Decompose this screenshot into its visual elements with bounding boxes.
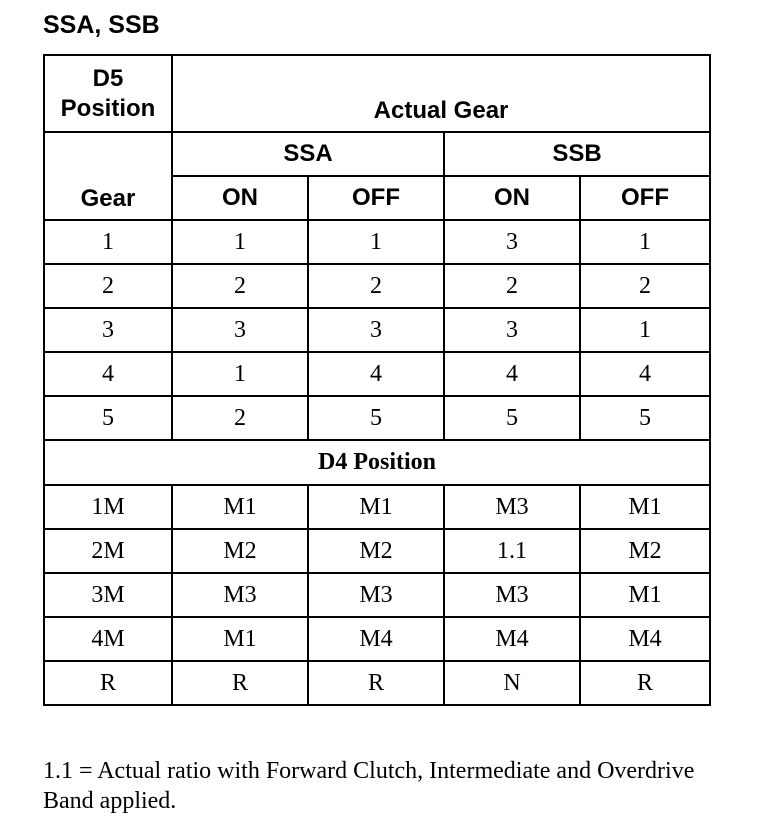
ssa-off-cell: 4: [308, 352, 444, 396]
ssb-off-cell: M2: [580, 529, 710, 573]
ssa-on-header: ON: [172, 176, 308, 220]
gear-cell: 2: [44, 264, 172, 308]
ssa-on-cell: 1: [172, 352, 308, 396]
d4-position-header: D4 Position: [44, 440, 710, 485]
footnote: 1.1 = Actual ratio with Forward Clutch, Intermediate and Overdrive Band applied.: [43, 758, 695, 814]
gear-cell: 1M: [44, 485, 172, 529]
ssb-off-cell: M4: [580, 617, 710, 661]
ssb-off-cell: 2: [580, 264, 710, 308]
gear-cell: 2M: [44, 529, 172, 573]
gear-table: [43, 54, 711, 706]
ssa-on-cell: M1: [172, 617, 308, 661]
page-title: SSA, SSB: [43, 11, 160, 39]
table-row: [44, 220, 710, 264]
d5-position-header: [44, 55, 172, 132]
ssb-on-cell: 1.1: [444, 529, 580, 573]
gear-cell: 3: [44, 308, 172, 352]
table-row: [44, 485, 710, 529]
ssb-on-header: ON: [444, 176, 580, 220]
table-row: [44, 352, 710, 396]
table-row: [44, 396, 710, 440]
ssa-off-cell: 2: [308, 264, 444, 308]
gear-cell: 4: [44, 352, 172, 396]
table-row: [44, 264, 710, 308]
gear-cell: 1: [44, 220, 172, 264]
ssa-on-cell: M2: [172, 529, 308, 573]
d5-label: D5: [92, 64, 124, 92]
ssb-off-cell: M1: [580, 485, 710, 529]
ssb-on-cell: M3: [444, 485, 580, 529]
d4-section-row: [44, 440, 710, 485]
ssb-on-cell: 2: [444, 264, 580, 308]
ssa-on-cell: 3: [172, 308, 308, 352]
ssb-off-cell: 5: [580, 396, 710, 440]
ssa-off-header: OFF: [308, 176, 444, 220]
ssa-on-cell: R: [172, 661, 308, 705]
table-row: [44, 661, 710, 705]
table-row: [44, 573, 710, 617]
ssb-on-cell: 3: [444, 220, 580, 264]
gear-cell: 3M: [44, 573, 172, 617]
ssa-off-cell: 3: [308, 308, 444, 352]
ssa-off-cell: M4: [308, 617, 444, 661]
ssa-on-cell: M3: [172, 573, 308, 617]
table-row: [44, 529, 710, 573]
position-label: Position: [60, 94, 156, 122]
ssb-off-cell: 1: [580, 220, 710, 264]
ssb-on-cell: 3: [444, 308, 580, 352]
ssa-off-cell: M3: [308, 573, 444, 617]
ssb-off-header: OFF: [580, 176, 710, 220]
ssb-on-cell: 4: [444, 352, 580, 396]
ssa-off-cell: M2: [308, 529, 444, 573]
ssa-on-cell: 2: [172, 396, 308, 440]
ssa-on-cell: M1: [172, 485, 308, 529]
header-row-1: [44, 55, 710, 132]
ssb-on-cell: N: [444, 661, 580, 705]
gear-cell: 4M: [44, 617, 172, 661]
gear-header: Gear: [44, 132, 172, 220]
ssb-on-cell: M4: [444, 617, 580, 661]
table-row: [44, 308, 710, 352]
header-row-2: [44, 132, 710, 176]
table-row: [44, 617, 710, 661]
ssb-header: SSB: [444, 132, 710, 176]
ssa-off-cell: M1: [308, 485, 444, 529]
ssb-off-cell: 4: [580, 352, 710, 396]
ssb-off-cell: 1: [580, 308, 710, 352]
ssa-on-cell: 1: [172, 220, 308, 264]
ssb-on-cell: 5: [444, 396, 580, 440]
ssb-off-cell: M1: [580, 573, 710, 617]
actual-gear-header: Actual Gear: [172, 55, 710, 132]
ssa-off-cell: 5: [308, 396, 444, 440]
ssa-off-cell: 1: [308, 220, 444, 264]
ssa-header: SSA: [172, 132, 444, 176]
ssa-on-cell: 2: [172, 264, 308, 308]
ssb-off-cell: R: [580, 661, 710, 705]
ssa-off-cell: R: [308, 661, 444, 705]
ssb-on-cell: M3: [444, 573, 580, 617]
gear-cell: 5: [44, 396, 172, 440]
gear-cell: R: [44, 661, 172, 705]
